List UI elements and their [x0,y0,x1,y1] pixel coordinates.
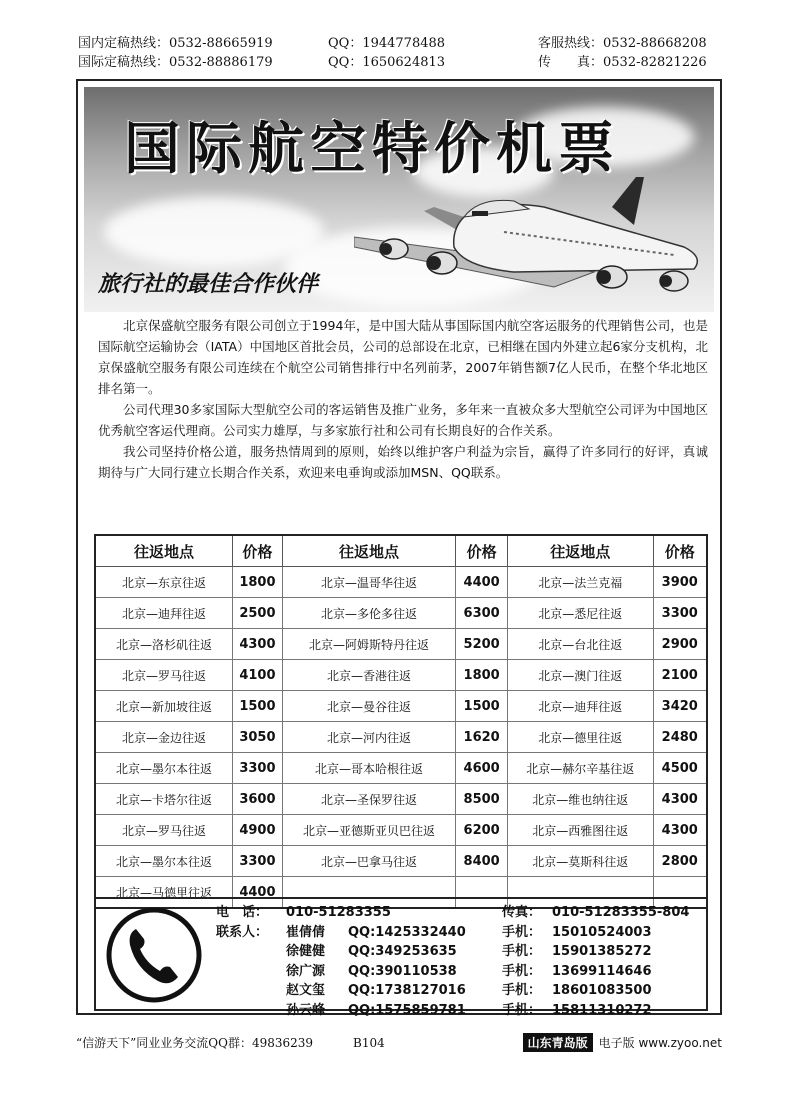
column-header-price: 价格 [456,535,508,567]
qq-number: QQ：1944778488 [328,36,446,51]
price-cell: 3300 [653,598,707,629]
price-table [94,534,708,909]
contact-qq: QQ:1425332440 [348,924,466,940]
banner-subtitle: 旅行社的最佳合作伙伴 [98,272,319,297]
table-row [95,629,707,660]
hotlines [78,34,724,72]
route-cell: 北京—莫斯科往返 [508,846,653,877]
telephone-icon [106,907,202,1003]
route-cell: 北京—墨尔本往返 [95,753,232,784]
banner-title: 国际航空特价机票 [124,116,620,182]
table-row [95,722,707,753]
price-cell: 3050 [232,722,282,753]
service-hotline: 客服热线：0532-88668208 [538,36,707,51]
route-cell: 北京—法兰克福 [508,567,653,598]
price-cell: 4400 [232,877,282,909]
route-cell: 北京—迪拜往返 [508,691,653,722]
contact-qq: QQ:1738127016 [348,983,466,998]
fax-label: 传真： [502,905,542,920]
mobile-row [502,942,689,962]
route-cell: 北京—亚德斯亚贝巴往返 [282,815,455,846]
price-cell: 2900 [653,629,707,660]
route-cell: 北京—多伦多往返 [282,598,455,629]
table-row [95,598,707,629]
phone-label: 电 话： [216,905,269,920]
contact-person-row [216,1001,466,1021]
phone-row [216,903,466,923]
contact-box [94,897,708,1018]
price-cell: 4100 [232,660,282,691]
price-cell: 3600 [232,784,282,815]
route-cell: 北京—巴拿马往返 [282,846,455,877]
mobile-row [502,923,689,943]
route-cell: 北京—洛杉矶往返 [95,629,232,660]
route-cell: 北京—阿姆斯特丹往返 [282,629,455,660]
banner [84,87,714,312]
price-cell: 5200 [456,629,508,660]
route-cell: 北京—赫尔辛基往返 [508,753,653,784]
price-cell: 1500 [232,691,282,722]
phone-number: 010-51283355 [286,905,391,920]
page-footer [76,1033,722,1052]
international-hotline: 国际定稿热线：0532-88886179 [78,55,273,70]
contact-person-row [216,981,466,1001]
price-table-body [95,567,707,909]
mobile-label: 手机： [502,1002,542,1018]
contact-person-row [216,942,466,962]
route-cell: 北京—香港往返 [282,660,455,691]
mobile-row [502,1001,689,1021]
qq-number: QQ：1650624813 [328,55,446,70]
route-cell: 北京—迪拜往返 [95,598,232,629]
price-cell: 6300 [456,598,508,629]
airplane-icon [354,177,714,307]
route-cell: 北京—曼谷往返 [282,691,455,722]
table-row [95,784,707,815]
hotline-row [78,34,724,53]
route-cell: 北京—温哥华往返 [282,567,455,598]
fax-line: 传 真：0532-82821226 [538,55,707,70]
price-cell: 4500 [653,753,707,784]
route-cell: 北京—澳门往返 [508,660,653,691]
table-row [95,660,707,691]
column-header-price: 价格 [232,535,282,567]
contact-right [502,903,689,1020]
route-cell: 北京—罗马往返 [95,660,232,691]
price-cell: 4300 [232,629,282,660]
intro-paragraph: 我公司坚持价格公道，服务热情周到的原则，始终以维护客户利益为宗旨，赢得了许多同行的好评，真诚期待与广大同行建立长期合作关系，欢迎来电垂询或添加MSN、QQ联系。 [98,444,708,480]
route-cell: 北京—罗马往返 [95,815,232,846]
mobile-label: 手机： [502,924,542,940]
contact-person-row [216,962,466,982]
column-header-route: 往返地点 [95,535,232,567]
edition-badge: 山东青岛版 [523,1033,593,1052]
route-cell: 北京—台北往返 [508,629,653,660]
route-cell: 北京—卡塔尔往返 [95,784,232,815]
price-cell: 8500 [456,784,508,815]
table-row [95,567,707,598]
contact-name: 徐广源 [286,963,326,979]
table-row [95,815,707,846]
route-cell: 北京—德里往返 [508,722,653,753]
contact-name: 徐健健 [286,944,326,959]
price-cell: 4300 [653,784,707,815]
website-link[interactable]: 电子版 www.zyoo.net [598,1036,722,1050]
price-cell: 2800 [653,846,707,877]
column-header-route: 往返地点 [508,535,653,567]
route-cell: 北京—西雅图往返 [508,815,653,846]
contact-qq: QQ:349253635 [348,944,457,959]
intro-paragraph: 公司代理30多家国际大型航空公司的客运销售及推广业务，多年来一直被众多大型航空公司评为中国地区优秀航空客运代理商。公司实力雄厚，与多家旅行社和公司有长期良好的合作关系。 [98,402,708,438]
mobile-number: 15901385272 [552,944,652,959]
mobile-label: 手机： [502,963,542,979]
contact-person-row [216,923,466,943]
table-row [95,691,707,722]
route-cell: 北京—新加坡往返 [95,691,232,722]
route-cell: 北京—马德里往返 [95,877,232,909]
price-cell: 4300 [653,815,707,846]
intro-paragraph: 北京保盛航空服务有限公司创立于1994年，是中国大陆从事国际国内航空客运服务的代理销售公司，也是国际航空运输协会（IATA）中国地区首批会员，公司的总部设在北京，已相继在国内外建立起6家分支机构，北京保盛航空服务有限公司连续在个航空公司销售排行中名列前茅，2007年销售额7亿人民币，在整个华北地区排名第一。 [98,318,708,396]
price-cell: 1800 [456,660,508,691]
price-cell: 2100 [653,660,707,691]
price-cell: 4400 [456,567,508,598]
page-number: B104 [353,1035,385,1050]
route-cell: 北京—墨尔本往返 [95,846,232,877]
company-intro [98,315,708,483]
contact-name: 赵文玺 [286,983,326,998]
contact-name: 孙云峰 [286,1002,326,1018]
table-header-row [95,535,707,567]
route-cell: 北京—悉尼往返 [508,598,653,629]
price-cell: 4900 [232,815,282,846]
price-cell: 4600 [456,753,508,784]
route-cell: 北京—哥本哈根往返 [282,753,455,784]
fax-number: 010-51283355-804 [552,905,690,920]
price-cell: 1500 [456,691,508,722]
mobile-row [502,962,689,982]
route-cell: 北京—河内往返 [282,722,455,753]
price-cell: 2500 [232,598,282,629]
price-cell: 2480 [653,722,707,753]
mobile-label: 手机： [502,944,542,959]
contacts-label: 联系人： [216,924,269,940]
hotline-row [78,53,724,72]
price-cell: 1800 [232,567,282,598]
column-header-price: 价格 [653,535,707,567]
mobile-row [502,981,689,1001]
price-cell: 3300 [232,753,282,784]
contact-name: 崔倩倩 [286,924,326,940]
mobile-number: 18601083500 [552,983,652,998]
route-cell: 北京—维也纳往返 [508,784,653,815]
price-cell: 1620 [456,722,508,753]
price-cell: 8400 [456,846,508,877]
contact-qq: QQ:1575859781 [348,1002,466,1018]
price-cell: 3420 [653,691,707,722]
mobile-label: 手机： [502,983,542,998]
route-cell: 北京—圣保罗往返 [282,784,455,815]
domestic-hotline: 国内定稿热线：0532-88665919 [78,36,273,51]
price-cell: 3900 [653,567,707,598]
route-cell: 北京—金边往返 [95,722,232,753]
column-header-route: 往返地点 [282,535,455,567]
qq-group-info: “信游天下”同业业务交流QQ群：49836239 [76,1036,314,1050]
mobile-number: 15010524003 [552,924,652,940]
mobile-number: 15811310272 [552,1002,652,1018]
contact-qq: QQ:390110538 [348,963,457,979]
table-row [95,846,707,877]
price-cell: 3300 [232,846,282,877]
route-cell: 北京—东京往返 [95,567,232,598]
ad-frame [76,79,722,1018]
contact-left [216,903,466,1020]
mobile-number: 13699114646 [552,963,652,979]
fax-row [502,903,689,923]
table-row [95,753,707,784]
price-cell: 6200 [456,815,508,846]
